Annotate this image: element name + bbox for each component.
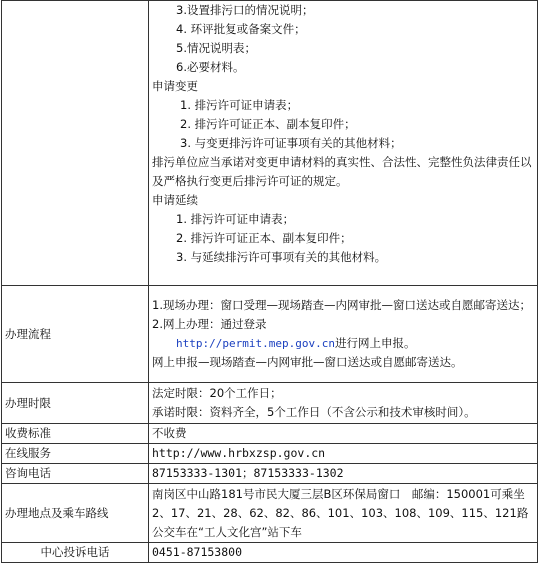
legal-time: 法定时限：20个工作日；	[152, 386, 282, 400]
material-item: 3.设置排污口的情况说明；	[176, 3, 314, 17]
online-label: 在线服务	[2, 444, 149, 464]
extend-item: 1. 排污许可证申请表；	[176, 212, 295, 226]
process-onsite: 1.现场办理：窗口受理—现场踏查—内网审批—窗口送达或自愿邮寄送达；	[152, 298, 531, 312]
process-cell	[149, 286, 538, 383]
process-url-suffix: 进行网上申报。	[334, 336, 416, 350]
phone-row	[2, 464, 538, 484]
commitment-text: 排污单位应当承诺对变更申请材料的真实性、合法性、完整性负法律责任以及严格执行变更后排污许可证的规定。	[152, 155, 532, 188]
complaint-value: 0451-87153800	[149, 543, 538, 563]
permit-link[interactable]: http://permit.mep.gov.cn	[176, 337, 335, 350]
complaint-row	[2, 543, 538, 563]
change-item: 3. 与变更排污许可证事项有关的其他材料；	[180, 136, 402, 150]
extend-section-title: 申请延续	[152, 193, 198, 207]
materials-label-cell	[2, 1, 149, 286]
process-label: 办理流程	[2, 286, 149, 383]
material-item: 6.必要材料。	[176, 60, 245, 74]
fee-label: 收费标准	[2, 424, 149, 444]
process-online: 2.网上办理：通过登录	[152, 317, 267, 331]
phone-value: 87153333-1301；87153333-1302	[149, 464, 538, 484]
online-link[interactable]: http://www.hrbxzsp.gov.cn	[149, 444, 538, 464]
service-guide-table	[1, 0, 538, 563]
time-label: 办理时限	[2, 383, 149, 424]
address-row	[2, 484, 538, 543]
fee-value: 不收费	[149, 424, 538, 444]
time-cell	[149, 383, 538, 424]
change-section-title: 申请变更	[152, 79, 198, 93]
complaint-label: 中心投诉电话	[2, 543, 149, 563]
process-online-steps: 网上申报—现场踏查—内网审批—窗口送达或自愿邮寄送达。	[152, 355, 463, 369]
time-row	[2, 383, 538, 424]
process-url-line	[152, 334, 534, 353]
fee-row	[2, 424, 538, 444]
change-item: 2. 排污许可证正本、副本复印件；	[180, 117, 356, 131]
online-row	[2, 444, 538, 464]
promise-time: 承诺时限：资料齐全，5个工作日（不含公示和技术审核时间）。	[152, 405, 476, 419]
phone-label: 咨询电话	[2, 464, 149, 484]
process-row	[2, 286, 538, 383]
materials-row	[2, 1, 538, 286]
material-item: 4. 环评批复或备案文件；	[176, 22, 306, 36]
address-label: 办理地点及乘车路线	[2, 484, 149, 543]
material-item: 5.情况说明表；	[176, 41, 256, 55]
change-item: 1. 排污许可证申请表；	[180, 98, 299, 112]
extend-item: 3. 与延续排污许可事项有关的其他材料。	[176, 250, 387, 264]
address-value: 南岗区中山路181号市民大厦三层B区环保局窗口 邮编：150001可乘坐2、17、21、28、62、82、86、101、103、108、109、115、121路公交车在“工人文化宫”站下车	[149, 484, 538, 543]
materials-cell	[149, 1, 538, 286]
extend-item: 2. 排污许可证正本、副本复印件；	[176, 231, 352, 245]
